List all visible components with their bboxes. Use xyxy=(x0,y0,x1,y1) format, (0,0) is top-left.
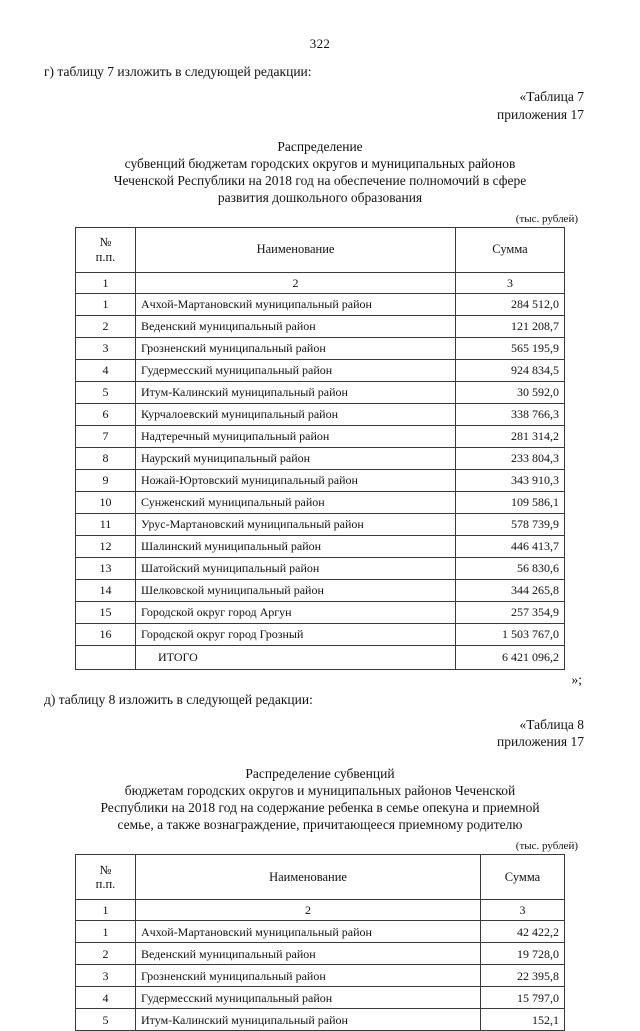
row-name: Городской округ город Грозный xyxy=(136,623,456,645)
table-row xyxy=(76,293,565,315)
section-g-closing-quote: »; xyxy=(571,671,582,687)
header-number-line2: п.п. xyxy=(95,249,116,264)
section-g-table-reference xyxy=(0,88,640,124)
subvention-table-8-body xyxy=(76,921,565,1031)
row-sum: 56 830,6 xyxy=(456,557,565,579)
table-row xyxy=(76,921,565,943)
section-d-units: (тыс. рублей) xyxy=(515,840,578,853)
row-sum: 42 422,2 xyxy=(481,921,565,943)
row-sum: 344 265,8 xyxy=(456,579,565,601)
table-row xyxy=(76,579,565,601)
row-sum: 233 804,3 xyxy=(456,447,565,469)
table-row xyxy=(76,987,565,1009)
row-sum: 15 797,0 xyxy=(481,987,565,1009)
header-number-line2: п.п. xyxy=(95,877,116,892)
row-name: Курчалоевский муниципальный район xyxy=(136,403,456,425)
row-name: Ачхой-Мартановский муниципальный район xyxy=(136,293,456,315)
section-d-ref-line2: приложения 17 xyxy=(496,734,584,750)
section-g-ref-line1: «Таблица 7 xyxy=(519,89,584,104)
total-sum: 6 421 096,2 xyxy=(456,645,565,669)
colnum-1: 1 xyxy=(76,900,136,921)
table-row xyxy=(76,359,565,381)
row-name: Урус-Мартановский муниципальный район xyxy=(136,513,456,535)
row-name: Веденский муниципальный район xyxy=(136,943,481,965)
row-name: Шатойский муниципальный район xyxy=(136,557,456,579)
row-number: 15 xyxy=(76,601,136,623)
table-row xyxy=(76,513,565,535)
table-row xyxy=(76,965,565,987)
header-number-line1: № xyxy=(99,862,112,877)
table-row xyxy=(76,601,565,623)
row-number: 9 xyxy=(76,469,136,491)
header-name: Наименование xyxy=(136,855,481,900)
section-d-ref-line1: «Таблица 8 xyxy=(519,716,584,732)
row-number: 16 xyxy=(76,623,136,645)
row-name: Грозненский муниципальный район xyxy=(136,965,481,987)
section-d-title-line2: бюджетам городских округов и муниципальных районов Чеченской xyxy=(124,783,516,799)
row-sum: 30 592,0 xyxy=(456,381,565,403)
row-number: 7 xyxy=(76,425,136,447)
row-sum: 152,1 xyxy=(481,1009,565,1031)
section-g-title-line1: Распределение xyxy=(277,138,363,154)
row-name: Ножай-Юртовский муниципальный район xyxy=(136,469,456,491)
row-sum: 924 834,5 xyxy=(456,359,565,381)
section-d-title-line4: семье, а также вознаграждение, причитающееся приемному родителю xyxy=(117,817,523,833)
table-row xyxy=(76,425,565,447)
row-number: 5 xyxy=(76,1009,136,1031)
section-g-ref-line2: приложения 17 xyxy=(496,106,584,122)
row-number: 3 xyxy=(76,965,136,987)
row-name: Наурский муниципальный район xyxy=(136,447,456,469)
row-name: Ачхой-Мартановский муниципальный район xyxy=(136,921,481,943)
colnum-2: 2 xyxy=(136,272,456,293)
header-name: Наименование xyxy=(136,227,456,272)
row-sum: 343 910,3 xyxy=(456,469,565,491)
row-number: 1 xyxy=(76,921,136,943)
row-number: 2 xyxy=(76,315,136,337)
row-number: 11 xyxy=(76,513,136,535)
row-name: Сунженский муниципальный район xyxy=(136,491,456,513)
row-number: 3 xyxy=(76,337,136,359)
row-sum: 109 586,1 xyxy=(456,491,565,513)
row-sum: 257 354,9 xyxy=(456,601,565,623)
table-row xyxy=(76,943,565,965)
row-sum: 284 512,0 xyxy=(456,293,565,315)
table-row xyxy=(76,337,565,359)
table-row xyxy=(76,557,565,579)
section-g-title-line3: Чеченской Республики на 2018 год на обеспечение полномочий в сфере xyxy=(113,172,527,188)
row-name: Гудермесский муниципальный район xyxy=(136,359,456,381)
section-g-title xyxy=(0,138,640,206)
subvention-table-8 xyxy=(75,854,565,1031)
table-row xyxy=(76,1009,565,1031)
row-number: 14 xyxy=(76,579,136,601)
header-sum: Сумма xyxy=(481,855,565,900)
colnum-1: 1 xyxy=(76,272,136,293)
row-number: 5 xyxy=(76,381,136,403)
table-row xyxy=(76,447,565,469)
row-sum: 121 208,7 xyxy=(456,315,565,337)
row-number: 12 xyxy=(76,535,136,557)
row-number: 1 xyxy=(76,293,136,315)
table-total-row xyxy=(76,645,565,669)
section-d-title-line3: Республики на 2018 год на содержание ребенка в семье опекуна и приемной xyxy=(100,800,540,816)
colnum-2: 2 xyxy=(136,900,481,921)
header-sum: Сумма xyxy=(456,227,565,272)
row-number: 8 xyxy=(76,447,136,469)
colnum-3: 3 xyxy=(481,900,565,921)
row-sum: 338 766,3 xyxy=(456,403,565,425)
row-sum: 446 413,7 xyxy=(456,535,565,557)
table-header-row xyxy=(76,227,565,272)
total-number xyxy=(76,645,136,669)
table-column-number-row xyxy=(76,900,565,921)
section-d-table-reference xyxy=(0,716,640,752)
row-sum: 1 503 767,0 xyxy=(456,623,565,645)
table-column-number-row xyxy=(76,272,565,293)
row-name: Городской округ город Аргун xyxy=(136,601,456,623)
table-row xyxy=(76,491,565,513)
row-name: Веденский муниципальный район xyxy=(136,315,456,337)
row-sum: 578 739,9 xyxy=(456,513,565,535)
subvention-table-7-body xyxy=(76,293,565,669)
row-number: 4 xyxy=(76,359,136,381)
row-name: Шалинский муниципальный район xyxy=(136,535,456,557)
row-name: Гудермесский муниципальный район xyxy=(136,987,481,1009)
row-name: Шелковской муниципальный район xyxy=(136,579,456,601)
table-row xyxy=(76,535,565,557)
row-number: 2 xyxy=(76,943,136,965)
row-sum: 281 314,2 xyxy=(456,425,565,447)
subvention-table-7 xyxy=(75,227,565,670)
section-g-units: (тыс. рублей) xyxy=(515,212,578,225)
section-g-title-line2: субвенций бюджетам городских округов и муниципальных районов xyxy=(124,155,516,171)
row-name: Итум-Калинский муниципальный район xyxy=(136,381,456,403)
total-label: ИТОГО xyxy=(136,645,456,669)
table-row xyxy=(76,469,565,491)
row-sum: 565 195,9 xyxy=(456,337,565,359)
section-d-title xyxy=(0,765,640,833)
row-number: 13 xyxy=(76,557,136,579)
row-name: Надтеречный муниципальный район xyxy=(136,425,456,447)
page-number: 322 xyxy=(309,36,331,51)
table-row xyxy=(76,315,565,337)
header-number-line1: № xyxy=(99,234,112,249)
row-sum: 19 728,0 xyxy=(481,943,565,965)
section-d-title-line1: Распределение субвенций xyxy=(245,766,395,782)
section-g-title-line4: развития дошкольного образования xyxy=(217,189,423,205)
table-row xyxy=(76,623,565,645)
section-d-lead: д) таблицу 8 изложить в следующей редакции: xyxy=(44,691,313,707)
header-number xyxy=(76,227,136,272)
table-header-row xyxy=(76,855,565,900)
row-name: Итум-Калинский муниципальный район xyxy=(136,1009,481,1031)
row-sum: 22 395,8 xyxy=(481,965,565,987)
row-number: 4 xyxy=(76,987,136,1009)
header-number xyxy=(76,855,136,900)
table-row xyxy=(76,381,565,403)
row-name: Грозненский муниципальный район xyxy=(136,337,456,359)
colnum-3: 3 xyxy=(456,272,565,293)
row-number: 6 xyxy=(76,403,136,425)
table-row xyxy=(76,403,565,425)
section-g-lead: г) таблицу 7 изложить в следующей редакции: xyxy=(44,64,312,79)
row-number: 10 xyxy=(76,491,136,513)
